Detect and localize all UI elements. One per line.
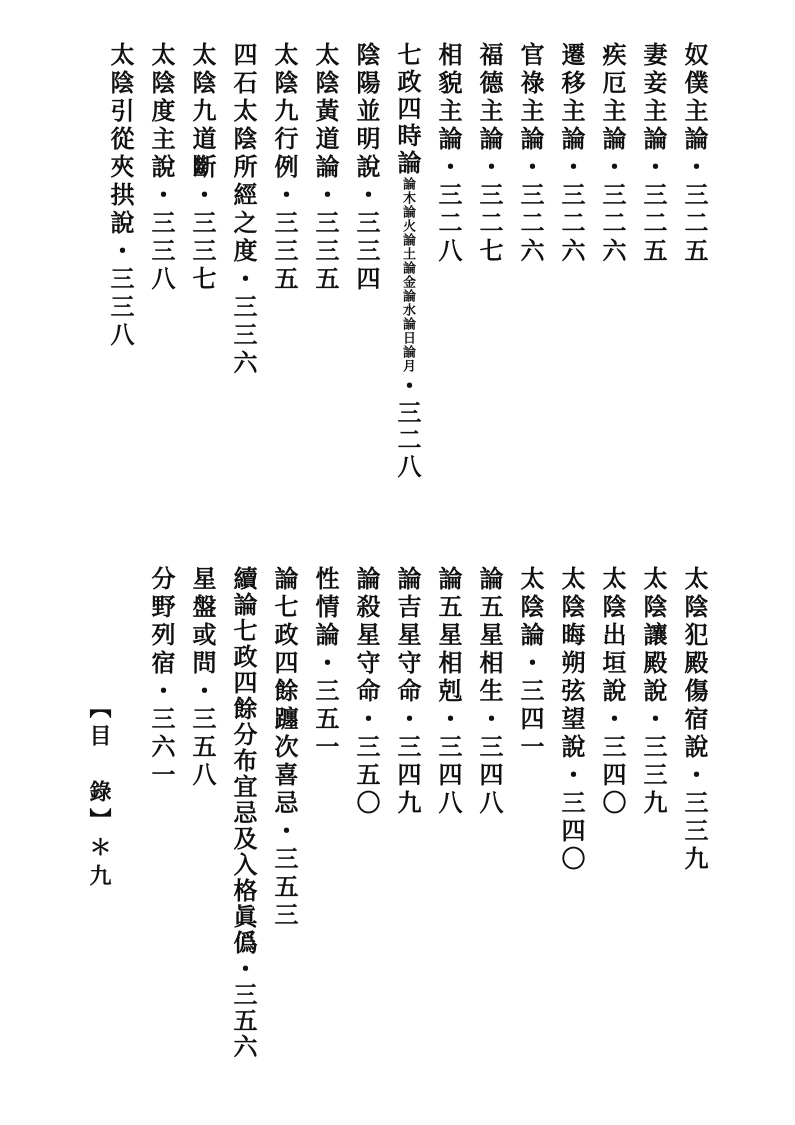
entry-title: 奴僕主論 [680, 42, 709, 154]
entry-title: 太陰九道斷 [188, 42, 217, 182]
toc-entry [270, 42, 299, 294]
entry-title: 論五星相剋 [434, 566, 463, 706]
entry-title: 太陰論 [516, 566, 545, 650]
entry-title: 七政四時論 [393, 42, 422, 177]
entry-page: ・三四九 [393, 706, 422, 818]
entry-page: ・三四八 [434, 706, 463, 818]
entry-page: ・三二六 [516, 154, 545, 266]
entry-title: 官祿主論 [516, 42, 545, 154]
entry-title: 太陰出垣說 [598, 566, 627, 706]
entry-page: ・三二六 [598, 154, 627, 266]
toc-entry [639, 42, 668, 266]
entry-title: 論殺星守命 [352, 566, 381, 706]
entry-page: ・三五六 [229, 956, 258, 1060]
entry-title: 福德主論 [475, 42, 504, 154]
entry-page: ・三五三 [270, 818, 299, 930]
toc-entry [311, 42, 340, 294]
entry-title: 星盤或問 [188, 566, 217, 678]
toc-entry [516, 42, 545, 266]
toc-entry [434, 566, 463, 818]
entry-page: ・三五一 [311, 650, 340, 762]
entry-title: 太陰引從夾拱說 [106, 42, 135, 238]
toc-entry [352, 42, 381, 294]
entry-title: 論七政四餘躔次喜忌 [270, 566, 299, 818]
entry-page: ・三二五 [639, 154, 668, 266]
toc-entry [229, 566, 258, 1060]
entry-page: ・三三七 [188, 182, 217, 294]
entry-page: ・三四〇 [557, 762, 586, 874]
toc-entry [188, 42, 217, 294]
entry-title: 疾厄主論 [598, 42, 627, 154]
toc-entry [434, 42, 463, 266]
toc-entry [106, 42, 135, 350]
entry-page: ・三三五 [311, 182, 340, 294]
entry-page: ・三四〇 [598, 706, 627, 818]
toc-entry [598, 566, 627, 818]
entry-page: ・三三六 [229, 266, 258, 378]
entry-page: ・三三八 [106, 238, 135, 350]
page-number: ＊九 [86, 836, 112, 892]
toc-entry [680, 42, 709, 266]
toc-entry [352, 566, 381, 818]
toc-entry [393, 566, 422, 818]
entry-title: 論吉星守命 [393, 566, 422, 706]
entry-note: 論木論火論土論金論水論日論月 [400, 177, 415, 373]
toc-entry [557, 42, 586, 266]
entry-page: ・三三八 [147, 182, 176, 294]
section-label: 【目 錄】 [86, 696, 112, 836]
entry-title: 性情論 [311, 566, 340, 650]
entry-page: ・三三四 [352, 182, 381, 294]
entry-page: ・三三五 [270, 182, 299, 294]
toc-entry [557, 566, 586, 874]
entry-page: ・三四一 [516, 650, 545, 762]
entry-page: ・三六一 [147, 678, 176, 790]
entry-title: 太陰黃道論 [311, 42, 340, 182]
entry-title: 太陰九行例 [270, 42, 299, 182]
entry-title: 分野列宿 [147, 566, 176, 678]
toc-entry [680, 566, 709, 874]
entry-page: ・三四八 [475, 706, 504, 818]
entry-page: ・三五八 [188, 678, 217, 790]
toc-entry [188, 566, 217, 790]
toc-entry [516, 566, 545, 762]
entry-title: 四石太陰所經之度 [229, 42, 258, 266]
entry-title: 遷移主論 [557, 42, 586, 154]
toc-entry [639, 566, 668, 818]
entry-page: ・三二八 [393, 373, 422, 481]
toc-entry [475, 566, 504, 818]
entry-title: 論五星相生 [475, 566, 504, 706]
entry-title: 太陰度主說 [147, 42, 176, 182]
entry-page: ・三二五 [680, 154, 709, 266]
toc-entry [147, 566, 176, 790]
toc-entry [475, 42, 504, 266]
entry-page: ・三三九 [680, 762, 709, 874]
toc-entry [229, 42, 258, 378]
toc-entry [393, 42, 422, 481]
running-footer [88, 696, 110, 892]
entry-title: 太陰犯殿傷宿說 [680, 566, 709, 762]
entry-title: 陰陽並明說 [352, 42, 381, 182]
entry-title: 相貌主論 [434, 42, 463, 154]
entry-title: 續論七政四餘分布宜忌及入格眞僞 [229, 566, 258, 956]
entry-page: ・三二六 [557, 154, 586, 266]
entry-page: ・三五〇 [352, 706, 381, 818]
toc-entry [311, 566, 340, 762]
entry-page: ・三二七 [475, 154, 504, 266]
toc-entry [270, 566, 299, 930]
toc-entry [147, 42, 176, 294]
entry-page: ・三三九 [639, 706, 668, 818]
entry-title: 太陰讓殿說 [639, 566, 668, 706]
entry-page: ・三二八 [434, 154, 463, 266]
toc-entry [598, 42, 627, 266]
entry-title: 妻妾主論 [639, 42, 668, 154]
entry-title: 太陰晦朔弦望說 [557, 566, 586, 762]
